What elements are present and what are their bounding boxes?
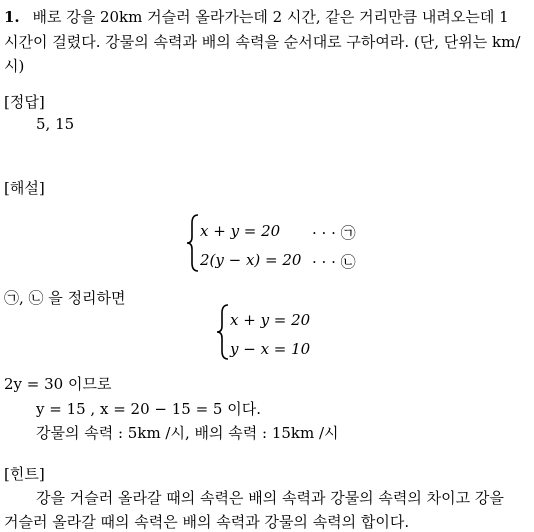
hint-line-2: 거슬러 올라갈 때의 속력은 배의 속력과 강물의 속력의 합이다.	[4, 513, 410, 531]
system1-eq2-label: · · · ㉡	[312, 253, 356, 271]
solution-step-1: 2y = 30 이므로	[4, 375, 112, 393]
problem-line-2: 시간이 걸렸다. 강물의 속력과 배의 속력을 순서대로 구하여라. (단, 단위는 km/	[4, 33, 521, 51]
problem-number: 1.	[4, 8, 20, 26]
system2-brace	[216, 303, 230, 361]
answer-heading: [정답]	[4, 93, 45, 111]
system1-eq1-label: · · · ㉠	[312, 224, 356, 242]
hint-heading: [힌트]	[4, 465, 45, 483]
system1-brace	[186, 213, 200, 273]
answer-value: 5, 15	[36, 115, 75, 133]
system2-eq2: y − x = 10	[230, 340, 311, 358]
solution-result: 강물의 속력 : 5km /시, 배의 속력 : 15km /시	[36, 424, 339, 442]
solution-heading: [해설]	[4, 179, 45, 197]
system2-eq1: x + y = 20	[230, 311, 311, 329]
problem-statement	[4, 6, 509, 27]
system1-eq2: 2(y − x) = 20	[200, 251, 302, 269]
problem-line-1: 배로 강을 20km 거슬러 올라가는데 2 시간, 같은 거리만큼 내려오는데 1	[32, 8, 509, 26]
hint-line-1: 강을 거슬러 올라갈 때의 속력은 배의 속력과 강물의 속력의 차이고 강을	[36, 489, 504, 507]
arrange-text: ㉠, ㉡ 을 정리하면	[4, 289, 126, 307]
system1-eq1: x + y = 20	[200, 222, 281, 240]
problem-line-3: 시)	[4, 57, 25, 75]
solution-step-2: y = 15 , x = 20 − 15 = 5 이다.	[36, 400, 261, 418]
